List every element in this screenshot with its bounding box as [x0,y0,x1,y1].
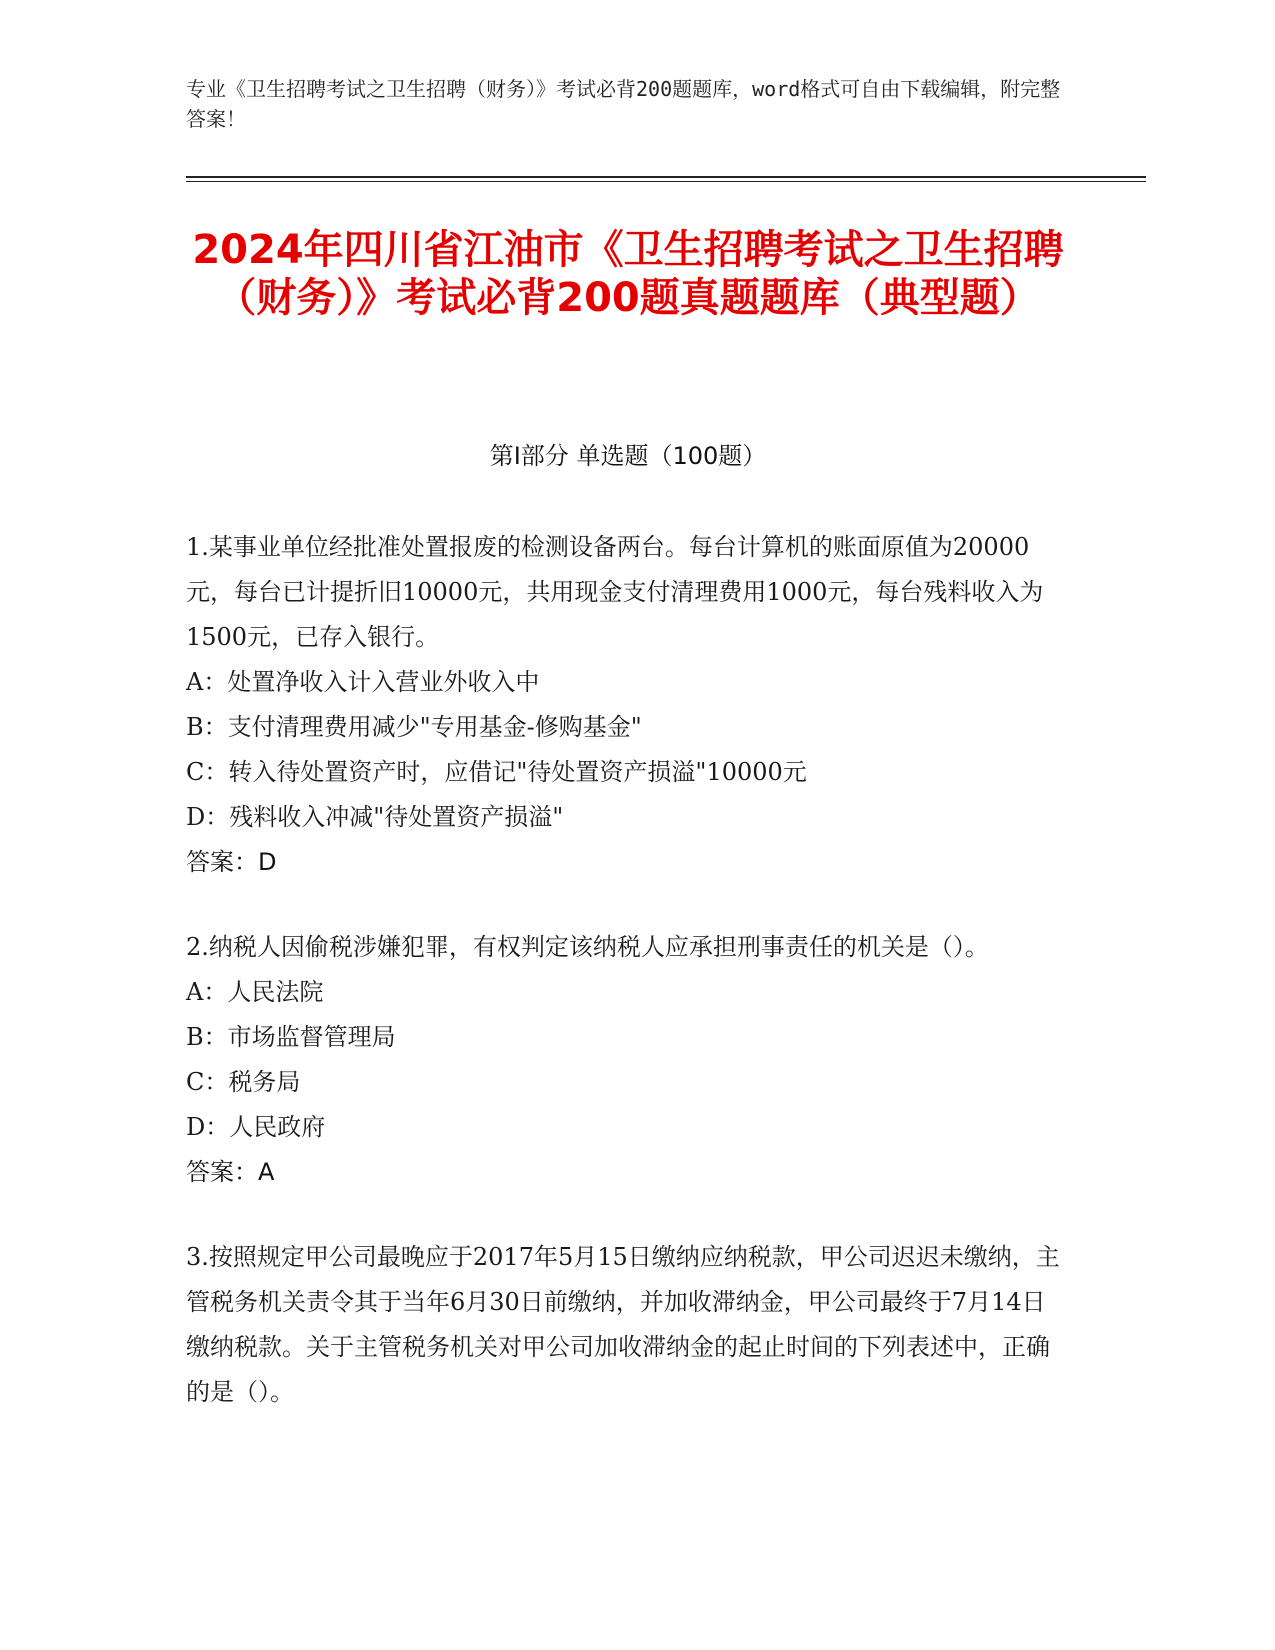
answer-label: 答案：D [186,848,277,876]
option-c: C：税务局 [186,1068,301,1096]
question-list [186,525,1066,1455]
header-divider [186,176,1146,182]
section-heading: 第Ⅰ部分 单选题（100题） [489,442,767,470]
question-stem: 2.纳税人因偷税涉嫌犯罪，有权判定该纳税人应承担刑事责任的机关是（）。 [186,933,989,961]
divider-line-thick [186,176,1146,178]
option-d: D：人民政府 [186,1113,326,1141]
option-a: A：处置净收入计入营业外收入中 [186,668,540,696]
divider-line-thin [186,181,1146,182]
header-note: 专业《卫生招聘考试之卫生招聘（财务）》考试必背200题题库，word格式可自由下载编辑，附完整答案！ [186,77,1061,131]
option-b: B：支付清理费用减少"专用基金-修购基金" [186,713,642,741]
question-stem: 1.某事业单位经批准处置报废的检测设备两台。每台计算机的账面原值为20000元，每台已计提折旧10000元，共用现金支付清理费用1000元，每台残料收入为1500元，已存入银行。 [186,533,1044,651]
option-a: A：人民法院 [186,978,324,1006]
question-1 [186,525,1066,885]
option-d: D：残料收入冲减"待处置资产损溢" [186,803,564,831]
question-stem: 3.按照规定甲公司最晚应于2017年5月15日缴纳应纳税款，甲公司迟迟未缴纳，主管税务机关责令其于当年6月30日前缴纳，并加收滞纳金，甲公司最终于7月14日缴纳税款。关于主管税务机关对甲公司加收滞纳金的起止时间的下列表述中，正确的是（）。 [186,1243,1060,1406]
question-2 [186,925,1066,1195]
option-c: C：转入待处置资产时，应借记"待处置资产损溢"10000元 [186,758,807,786]
option-b: B：市场监督管理局 [186,1023,396,1051]
question-3 [186,1235,1066,1415]
document-title: 2024年四川省江油市《卫生招聘考试之卫生招聘（财务）》考试必背200题真题题库（典型题） [192,227,1064,321]
answer-label: 答案：A [186,1158,275,1186]
